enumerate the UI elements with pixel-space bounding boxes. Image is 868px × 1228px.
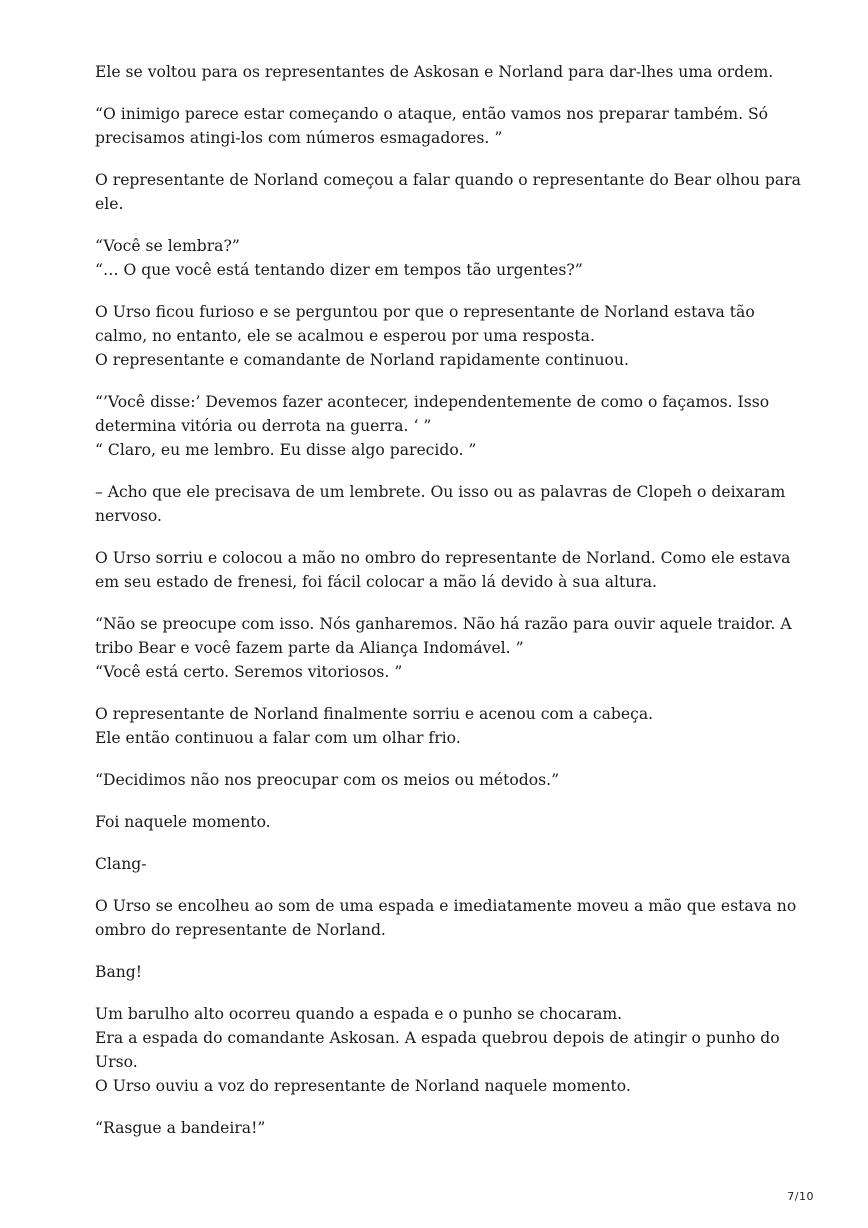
text-line: Urso. bbox=[95, 1053, 138, 1071]
text-line: Foi naquele momento. bbox=[95, 813, 271, 831]
text-line: Ele se voltou para os representantes de Askosan e Norland para dar-lhes uma ordem. bbox=[95, 63, 774, 81]
paragraph bbox=[95, 168, 801, 216]
paragraph bbox=[95, 546, 795, 594]
text-line: nervoso. bbox=[95, 507, 162, 525]
paragraph bbox=[95, 810, 795, 834]
paragraph bbox=[95, 702, 795, 750]
text-line: ele. bbox=[95, 195, 124, 213]
text-line: determina vitória ou derrota na guerra. ‘ ” bbox=[95, 417, 432, 435]
paragraph bbox=[95, 102, 795, 150]
text-line: O Urso sorriu e colocou a mão no ombro do representante de Norland. Como ele estava bbox=[95, 549, 791, 567]
text-line: calmo, no entanto, ele se acalmou e esperou por uma resposta. bbox=[95, 327, 595, 345]
text-line: precisamos atingi-los com números esmagadores. ” bbox=[95, 129, 503, 147]
document-body bbox=[95, 60, 801, 1158]
text-line: “Você se lembra?” bbox=[95, 237, 240, 255]
text-line: O Urso ficou furioso e se perguntou por que o representante de Norland estava tão bbox=[95, 303, 755, 321]
text-line: “… O que você está tentando dizer em tempos tão urgentes?” bbox=[95, 261, 583, 279]
text-line: O representante de Norland finalmente sorriu e acenou com a cabeça. bbox=[95, 705, 654, 723]
paragraph bbox=[95, 480, 795, 528]
text-line: ombro do representante de Norland. bbox=[95, 921, 386, 939]
text-line: – Acho que ele precisava de um lembrete. Ou isso ou as palavras de Clopeh o deixaram bbox=[95, 483, 786, 501]
paragraph bbox=[95, 390, 795, 462]
page-number: 7/10 bbox=[787, 1190, 814, 1203]
text-line: Era a espada do comandante Askosan. A espada quebrou depois de atingir o punho do bbox=[95, 1029, 780, 1047]
text-line: “’Você disse:’ Devemos fazer acontecer, independentemente de como o façamos. Isso bbox=[95, 393, 770, 411]
text-line: Um barulho alto ocorreu quando a espada e o punho se chocaram. bbox=[95, 1005, 623, 1023]
paragraph bbox=[95, 960, 795, 984]
text-line: “Decidimos não nos preocupar com os meios ou métodos.” bbox=[95, 771, 560, 789]
paragraph bbox=[95, 852, 795, 876]
paragraph bbox=[95, 60, 795, 84]
text-line: Ele então continuou a falar com um olhar frio. bbox=[95, 729, 461, 747]
text-line: O representante e comandante de Norland rapidamente continuou. bbox=[95, 351, 629, 369]
text-line: Clang- bbox=[95, 855, 147, 873]
paragraph bbox=[95, 894, 795, 942]
text-line: “Não se preocupe com isso. Nós ganharemos. Não há razão para ouvir aquele traidor. A bbox=[95, 615, 792, 633]
text-line: “Rasgue a bandeira!” bbox=[95, 1119, 266, 1137]
text-line: em seu estado de frenesi, foi fácil colocar a mão lá devido à sua altura. bbox=[95, 573, 658, 591]
paragraph bbox=[95, 1116, 795, 1140]
paragraph bbox=[95, 1002, 795, 1098]
text-line: O Urso ouviu a voz do representante de Norland naquele momento. bbox=[95, 1077, 631, 1095]
text-line: tribo Bear e você fazem parte da Aliança Indomável. ” bbox=[95, 639, 524, 657]
text-line: O Urso se encolheu ao som de uma espada e imediatamente moveu a mão que estava no bbox=[95, 897, 797, 915]
paragraph bbox=[95, 612, 795, 684]
text-line: “O inimigo parece estar começando o ataque, então vamos nos preparar também. Só bbox=[95, 105, 769, 123]
text-line: “Você está certo. Seremos vitoriosos. ” bbox=[95, 663, 403, 681]
paragraph bbox=[95, 768, 795, 792]
paragraph bbox=[95, 300, 795, 372]
text-line: O representante de Norland começou a falar quando o representante do Bear olhou para bbox=[95, 171, 801, 189]
text-line: Bang! bbox=[95, 963, 143, 981]
text-line: “ Claro, eu me lembro. Eu disse algo parecido. ” bbox=[95, 441, 477, 459]
paragraph bbox=[95, 234, 795, 282]
